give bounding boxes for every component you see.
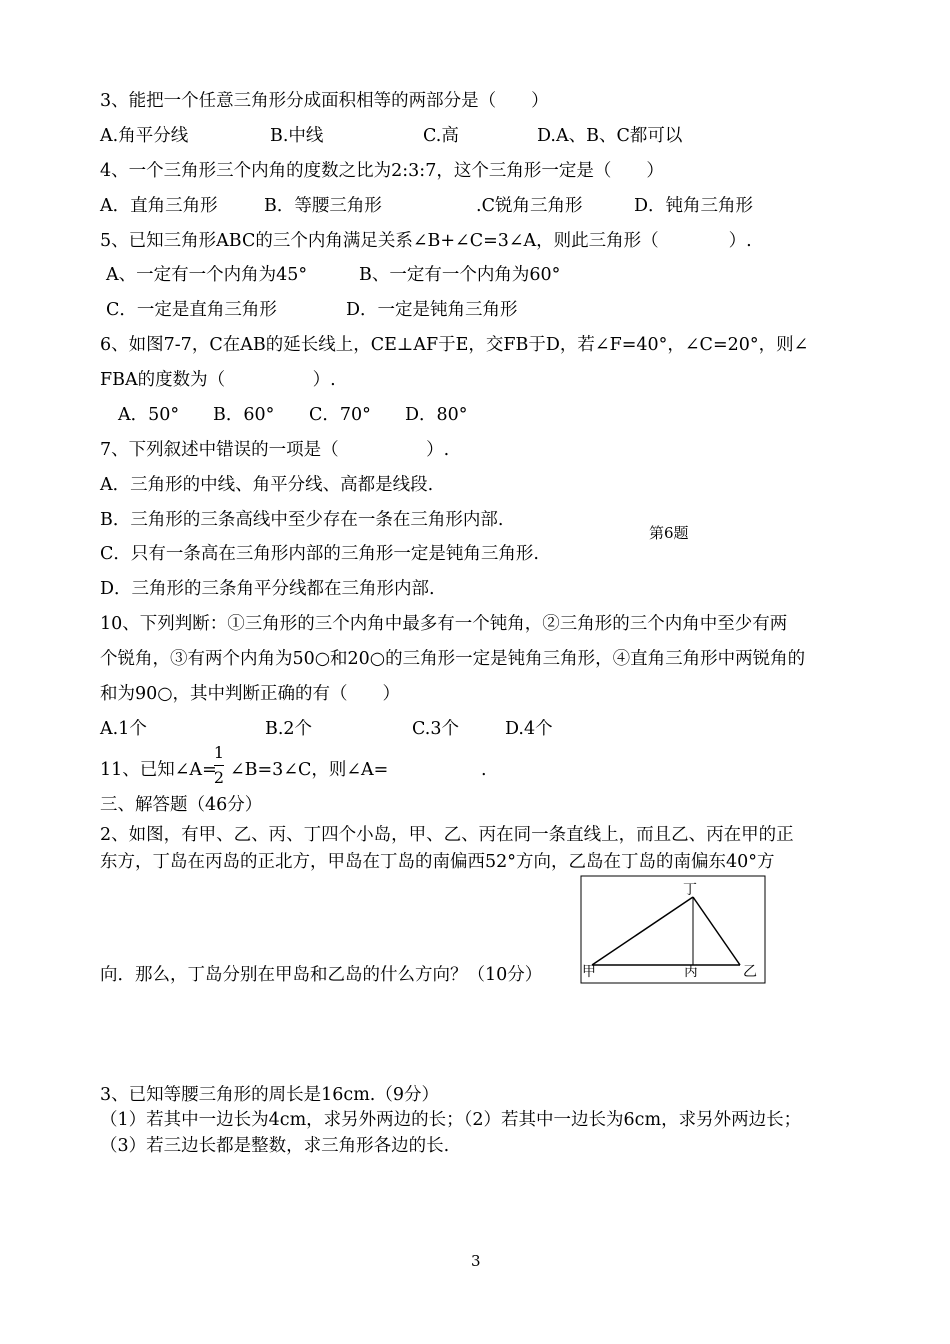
q7-option-c: C．只有一条高在三角形内部的三角形一定是钝角三角形.: [100, 544, 539, 564]
q11-fraction-numerator: 1: [213, 743, 225, 762]
q3-option-d: D.A、B、C都可以: [537, 126, 683, 146]
p2-line1: 2、如图，有甲、乙、丙、丁四个小岛，甲、乙、丙在同一条直线上，而且乙、丙在甲的正: [100, 825, 794, 845]
q11-fraction-denominator: 2: [213, 768, 225, 787]
q7-option-a: A．三角形的中线、角平分线、高都是线段.: [100, 475, 434, 495]
label-yi: 乙: [743, 964, 757, 980]
q4-option-d: D．钝角三角形: [634, 196, 754, 216]
section-title: 三、解答题（46分）: [100, 795, 263, 815]
label-bing: 丙: [684, 964, 698, 980]
q4-option-b: B．等腰三角形: [264, 196, 382, 216]
q5-option-d: D．一定是钝角三角形: [346, 300, 518, 320]
q3-option-b: B.中线: [270, 126, 324, 146]
q4-option-c: .C锐角三角形: [476, 196, 583, 216]
island-figure: [580, 875, 766, 985]
q6-stem-line1: 6、如图7-7，C在AB的延长线上，CE⊥AF于E，交FB于D，若∠F=40°，∠C=20°，则∠: [100, 335, 809, 355]
q7-option-d: D．三角形的三条角平分线都在三角形内部.: [100, 579, 435, 599]
q10-option-d: D.4个: [505, 719, 553, 739]
q7-option-b: B．三角形的三条高线中至少存在一条在三角形内部.: [100, 510, 504, 530]
figure-6-caption: 第6题: [649, 524, 689, 542]
q11-suffix: ∠B=3∠C，则∠A=: [230, 760, 389, 780]
q5-option-a: A、一定有一个内角为45°: [106, 265, 308, 285]
q11-end: .: [481, 760, 487, 780]
label-ding: 丁: [683, 882, 697, 898]
q4-option-a: A．直角三角形: [100, 196, 218, 216]
q6-option-d: D．80°: [405, 405, 468, 425]
q10-option-c: C.3个: [412, 719, 459, 739]
q10-option-b: B.2个: [265, 719, 313, 739]
q5-option-b: B、一定有一个内角为60°: [359, 265, 561, 285]
q3-option-c: C.高: [423, 126, 459, 146]
q5-option-c: C．一定是直角三角形: [106, 300, 277, 320]
q6-stem-line2: FBA的度数为（ ）.: [100, 370, 336, 390]
p3-line2: （1）若其中一边长为4cm，求另外两边的长；（2）若其中一边长为6cm，求另外两边长；: [100, 1110, 802, 1130]
p3-line1: 3、已知等腰三角形的周长是16cm.（9分）: [100, 1085, 439, 1105]
q10-line3: 和为90○，其中判断正确的有（ ）: [100, 684, 401, 704]
q11-fraction-bar: [214, 765, 224, 766]
q10-option-a: A.1个: [100, 719, 147, 739]
page-number: 3: [471, 1252, 481, 1270]
q3-stem: 3、能把一个任意三角形分成面积相等的两部分是（ ）: [100, 91, 549, 111]
q10-line1: 10、下列判断：①三角形的三个内角中最多有一个钝角，②三角形的三个内角中至少有两: [100, 614, 788, 634]
label-jia: 甲: [582, 964, 596, 980]
q3-option-a: A.角平分线: [100, 126, 189, 146]
q5-stem: 5、已知三角形ABC的三个内角满足关系∠B+∠C=3∠A，则此三角形（ ）.: [100, 231, 752, 251]
q6-option-c: C．70°: [309, 405, 371, 425]
p2-line3: 向．那么，丁岛分别在甲岛和乙岛的什么方向？（10分）: [100, 965, 543, 985]
q11-prefix: 11、已知∠A=: [100, 760, 217, 780]
q4-stem: 4、一个三角形三个内角的度数之比为2:3:7，这个三角形一定是（ ）: [100, 161, 664, 181]
q7-stem: 7、下列叙述中错误的一项是（ ）.: [100, 440, 450, 460]
q6-option-b: B．60°: [213, 405, 275, 425]
q6-option-a: A．50°: [118, 405, 180, 425]
figure-frame: [581, 876, 765, 983]
p2-line2: 东方，丁岛在丙岛的正北方，甲岛在丁岛的南偏西52°方向，乙岛在丁岛的南偏东40°方: [100, 852, 775, 872]
p3-line3: （3）若三边长都是整数，求三角形各边的长.: [100, 1136, 450, 1156]
q10-line2: 个锐角，③有两个内角为50○和20○的三角形一定是钝角三角形，④直角三角形中两锐角的: [100, 649, 806, 669]
